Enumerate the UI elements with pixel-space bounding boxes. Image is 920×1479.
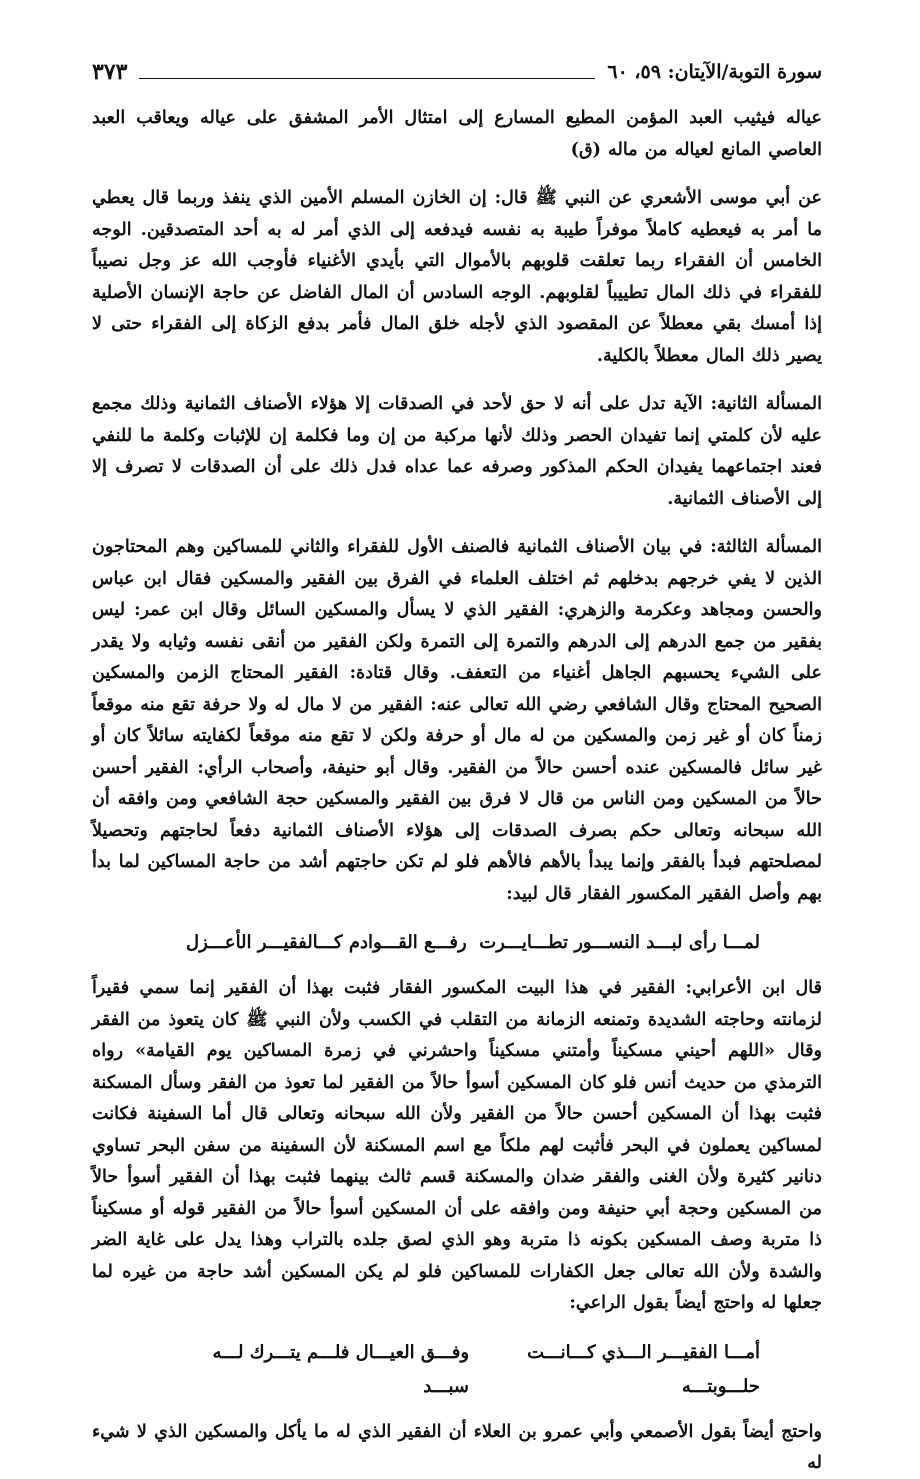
- verse-second-hemistich: وفـــق العيـــال فلـــم يتـــرك لـــه سبـــد: [212, 1341, 470, 1397]
- poetry-verse-labid: [92, 926, 822, 960]
- poetry-verse-al-rai: [92, 1336, 822, 1404]
- surah-reference: سورة التوبة/الآيتان: ٥٩، ٦٠: [607, 61, 822, 83]
- paragraph-ibn-al-arabi: قال ابن الأعرابي: الفقير في هذا البيت المكسور الفقار فثبت بهذا أن الفقير إنما سمي فقيراً لزمانته وحاجته الشديدة وتمنعه الزمانة من التقلب في الكسب ولأن النبي ﷺ كان يتعوذ من الفقر وقال «اللهم أحيني مسكيناً وأمتني مسكيناً واحشرني في زمرة المساكين يوم القيامة» رواه الترمذي من حديث أنس فلو كان المسكين أسوأ حالاً من الفقير لما تعوذ من الفقر وسأل المسكنة فثبت بهذا أن المسكين أحسن حالاً من الفقير ولأن الله سبحانه وتعالى قال أما السفينة فكانت لمساكين يعملون في البحر فأثبت لهم ملكاً مع اسم المسكنة لأن السفينة من سفن البحر تساوي دنانير كثيرة ولأن الغنى والفقر ضدان والمسكنة قسم ثالث بينهما فثبت بهذا أن الفقير أسوأ حالاً من المسكين وحجة أبي حنيفة ومن وافقه على أن المسكين أسوأ حالاً من الفقير قوله أو مسكيناً ذا متربة وصف المسكين بكونه ذا متربة وهو الذي لصق جلده بالتراب وهذا يدل على غاية الضر والشدة ولأن الله تعالى جعل الكفارات للمساكين فلو لم يكن المسكين أشد حاجة من غيره لما جعلها له واحتج أيضاً بقول الراعي:: [92, 977, 822, 1313]
- verse-first-hemistich: أمـــا الفقيـــر الـــذي كـــانـــت حلـــوبتـــه: [527, 1341, 760, 1397]
- paragraph-third-issue: المسألة الثالثة: في بيان الأصناف الثمانية فالصنف الأول للفقراء والثاني للمساكين وهم المحتاجون الذين لا يفي خرجهم بدخلهم ثم اختلف العلماء في الفرق بين الفقير والمسكين فقال ابن عباس والحسن ومجاهد وعكرمة والزهري: الفقير الذي لا يسأل والمسكين السائل وقال ابن عمر: ليس بفقير من جمع الدرهم إلى الدرهم والتمرة إلى التمرة ولكن الفقير من أنقى نفسه وثيابه ولا يقدر على الشيء يحسبهم الجاهل أغنياء من التعفف. وقال قتادة: الفقير المحتاج الزمن والمسكين الصحيح المحتاج وقال الشافعي رضي الله تعالى عنه: الفقير من لا مال له ولا حرفة تقع منه موقعاً زمناً كان أو غير زمن والمسكين من له مال أو حرفة ولكن لا تقع منه موقعاً لكفايته سائلاً كان أو غير سائل فالمسكين عنده أحسن حالاً من الفقير. وقال أبو حنيفة، وأصحاب الرأي: الفقير أحسن حالاً من المسكين ومن الناس من قال لا فرق بين الفقير والمسكين حجة الشافعي ومن وافقه أن الله سبحانه وتعالى حكم بصرف الصدقات إلى هؤلاء الأصناف الثمانية دفعاً لحاجتهم وتحصيلاً لمصلحتهم فبدأ بالفقر وإنما يبدأ بالأهم فالأهم فلو لم تكن حاجتهم أشد من حاجة المساكين لما بدأ بهم وأصل الفقير المكسور الفقار قال لبيد:: [92, 536, 822, 904]
- verse-second-hemistich: رفـــع القـــوادم كـــالفقيـــر الأعـــزل: [186, 932, 467, 953]
- page-number: ٣٧٣: [92, 59, 128, 85]
- verse-first-hemistich: لمـــا رأى لبـــد النســـور تطـــايـــرت: [479, 932, 760, 953]
- paragraph-abu-musa-hadith: عن أبي موسى الأشعري عن النبي ﷺ قال: إن الخازن المسلم الأمين الذي ينفذ وربما قال يعطي ما أمر به فيعطيه كاملاً موفراً طيبة به نفسه فيدفعه إلى الذي أمر له به أحد المتصدقين. الوجه الخامس أن الفقراء ربما تعلقت قلوبهم بالأموال التي بأيدي الأغنياء فأوجب الله عز وجل نصيباً للفقراء في ذلك المال تطييباً لقلوبهم. الوجه السادس أن المال الفاضل عن حاجة الإنسان الأصلية إذا أمسك بقي معطلاً عن المقصود الذي لأجله خلق المال فأمر بدفع الزكاة إلى الفقراء حتى لا يصير ذلك المال معطلاً بالكلية.: [92, 187, 822, 366]
- paragraph-second-issue: المسألة الثانية: الآية تدل على أنه لا حق لأحد في الصدقات إلا هؤلاء الأصناف الثمانية وذلك مجمع عليه لأن كلمتي إنما تفيدان الحصر وذلك لأنها مركبة من إن وما فكلمة إن للإثبات وكلمة ما للنفي فعند اجتماعهما يفيدان الحكم المذكور وصرفه عما عداه فدل ذلك على أن الصدقات لا تصرف إلا إلى الأصناف الثمانية.: [92, 393, 822, 509]
- page-body: [92, 102, 822, 1479]
- header-rule: [139, 78, 595, 79]
- paragraph-asmai: واحتج أيضاً بقول الأصمعي وأبي عمرو بن العلاء أن الفقير الذي له ما يأكل والمسكين الذي لا شيء له: [92, 1420, 822, 1473]
- page-header: [92, 52, 822, 92]
- paragraph-continuation: عياله فيثيب العبد المؤمن المطيع المسارع إلى امتثال الأمر المشفق على عياله ويعاقب العبد العاصي المانع لعياله من ماله (ق): [92, 107, 822, 160]
